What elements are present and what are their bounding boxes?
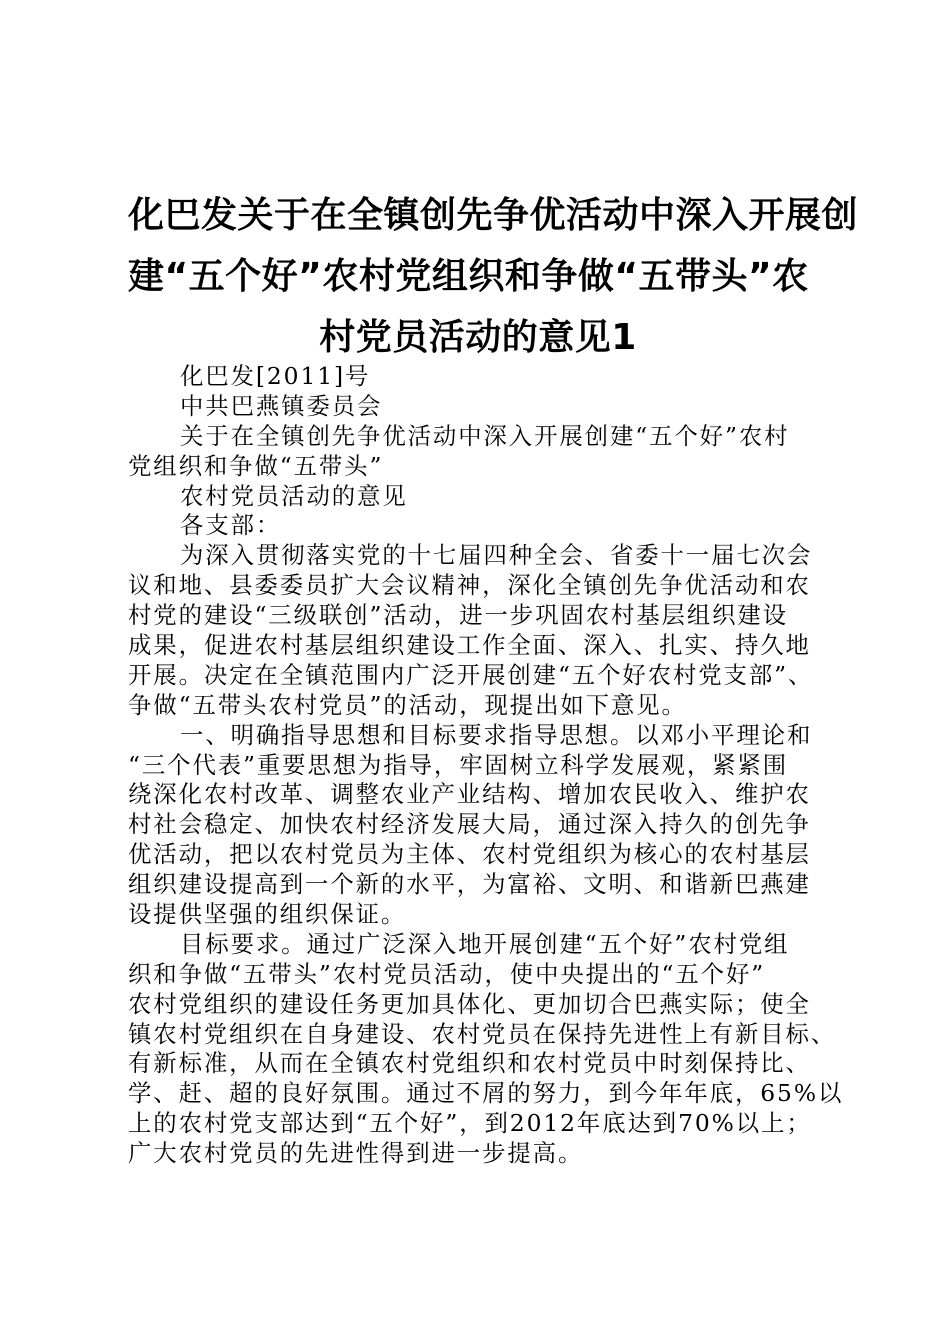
- paragraph-line: 有新标准，从而在全镇农村党组织和农村党员中时刻保持比、: [128, 1049, 811, 1078]
- paragraph-line: 镇农村党组织在自身建设、农村党员在保持先进性上有新目标、: [128, 1019, 837, 1048]
- paragraph-line: 绕深化农村改革、调整农业产业结构、增加农民收入、维护农: [128, 780, 811, 809]
- document-body: [128, 362, 844, 1169]
- paragraph-line: 目标要求。通过广泛深入地开展创建“五个好”农村党组: [180, 929, 790, 958]
- paragraph-line: 织和争做“五带头”农村党员活动，使中央提出的“五个好”: [128, 959, 766, 988]
- subject-line: 农村党员活动的意见: [180, 481, 408, 510]
- paragraph-line: 议和地、县委委员扩大会议精神，深化全镇创先争优活动和农: [128, 571, 811, 600]
- document-number: 化巴发[2011]号: [180, 362, 371, 390]
- paragraph-line: “三个代表”重要思想为指导，牢固树立科学发展观，紧紧围: [128, 750, 788, 779]
- paragraph-line: 设提供坚强的组织保证。: [128, 900, 407, 929]
- paragraph-line: 上的农村党支部达到“五个好”，到2012年底达到70%以上；: [128, 1109, 812, 1138]
- paragraph-line: 开展。决定在全镇范围内广泛开展创建“五个好农村党支部”、: [128, 660, 814, 689]
- paragraph-line: 学、赶、超的良好氛围。通过不屑的努力，到今年年底，65%以: [128, 1079, 844, 1108]
- subject-line: 党组织和争做“五带头”: [128, 451, 384, 480]
- paragraph-line: 组织建设提高到一个新的水平，为富裕、文明、和谐新巴燕建: [128, 870, 811, 899]
- paragraph-line: 成果，促进农村基层组织建设工作全面、深入、扎实、持久地: [128, 631, 811, 660]
- title-line: 村党员活动的意见1: [319, 317, 637, 358]
- paragraph-line: 为深入贯彻落实党的十七届四种全会、省委十一届七次会: [180, 541, 813, 570]
- issuing-organization: 中共巴燕镇委员会: [180, 391, 383, 420]
- paragraph-line: 广大农村党员的先进性得到进一步提高。: [128, 1139, 584, 1168]
- paragraph-line: 村社会稳定、加快农村经济发展大局，通过深入持久的创先争: [128, 810, 811, 839]
- paragraph-line: 争做“五带头农村党员”的活动，现提出如下意见。: [128, 690, 687, 719]
- paragraph-line: 村党的建设“三级联创”活动，进一步巩固农村基层组织建设: [128, 601, 788, 630]
- paragraph-line: 优活动，把以农村党员为主体、农村党组织为核心的农村基层: [128, 840, 811, 869]
- document-title: [128, 185, 859, 368]
- subject-line: 关于在全镇创先争优活动中深入开展创建“五个好”农村: [180, 421, 790, 450]
- salutation: 各支部：: [180, 511, 282, 540]
- title-line: 建“五个好”农村党组织和争做“五带头”农: [128, 256, 809, 297]
- paragraph-line: 农村党组织的建设任务更加具体化、更加切合巴燕实际；使全: [128, 989, 811, 1018]
- title-line: 化巴发关于在全镇创先争优活动中深入开展创: [128, 195, 859, 236]
- paragraph-line: 一、明确指导思想和目标要求指导思想。以邓小平理论和: [180, 720, 813, 749]
